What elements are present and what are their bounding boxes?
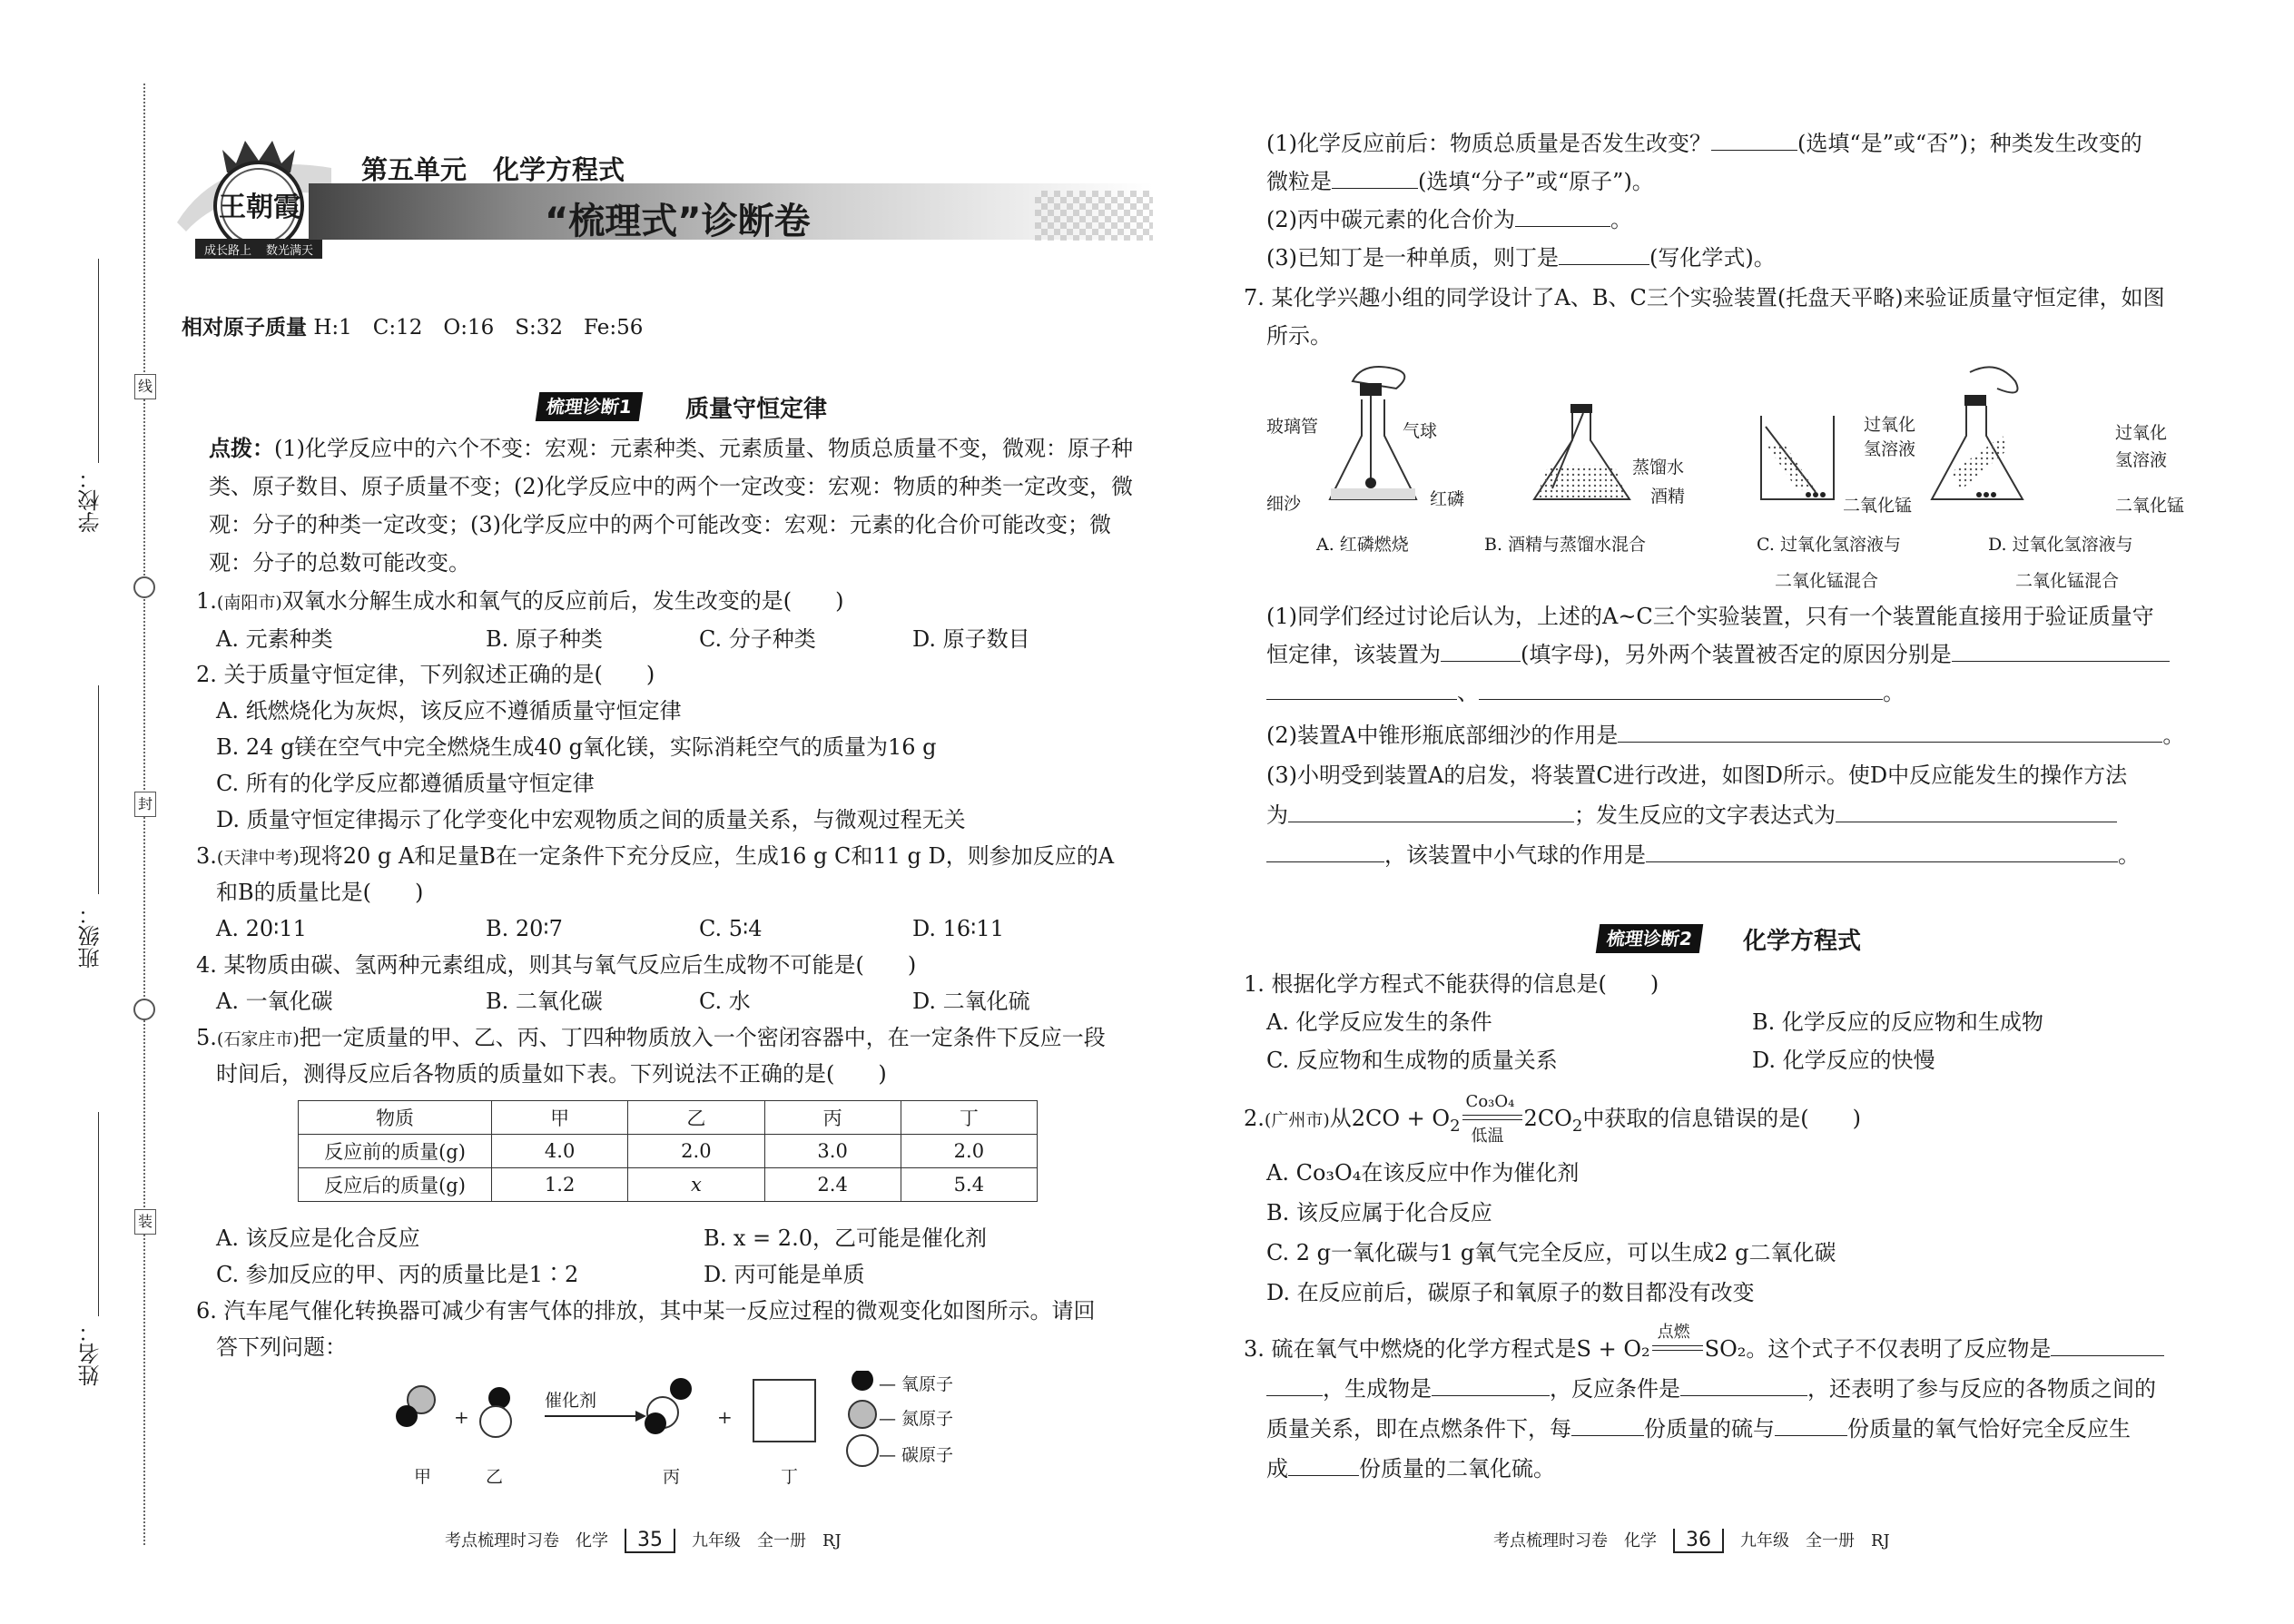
p3-line-1 [1244,1322,2164,1365]
q3-option-b[interactable]: B. 20∶7 [486,916,563,941]
q4-option-d[interactable]: D. 二氧化硫 [912,989,1030,1014]
fig-h2o2-d2: 氢溶液 [2115,450,2168,470]
q6-legend-carbon: — 碳原子 [879,1445,954,1465]
q6-sub1c-blank[interactable] [1332,168,1418,189]
p2-low-temp: 低温 [1471,1126,1504,1146]
q5-table [298,1100,1038,1202]
p3-text-4: 成 [1266,1456,1288,1481]
q6-stem-2: 答下列问题： [216,1334,347,1360]
name-label: 姓名： [78,1321,103,1386]
q2-option-b[interactable]: B. 24 g镁在空气中完全燃烧生成40 g氧化镁，实际消耗空气的质量为16 g [216,734,937,760]
q6-stem: 6. 汽车尾气催化转换器可减少有害气体的排放，其中某一反应过程的微观变化如图所示。请回 [196,1298,1096,1324]
footer-left [445,1528,842,1553]
footer-left-title: 考点梳理时习卷 化学 [445,1531,608,1550]
q6-sub2-text: (2)丙中碳元素的化合价为 [1266,207,1515,232]
q6-sub2-end: 。 [1610,207,1632,232]
q7-sub2 [1266,721,2184,750]
fig-sand: 细沙 [1266,494,1302,514]
q6-label-jia: 甲 [414,1467,432,1487]
p2-option-c[interactable]: C. 2 g一氧化碳与1 g氧气完全反应，可以生成2 g二氧化碳 [1266,1240,1836,1265]
q7-sub1b: 恒定律，该装置为 [1266,642,1441,667]
atomic-mass [182,313,643,342]
p3-line-2 [1266,1374,2156,1403]
q1-option-d[interactable]: D. 原子数目 [912,626,1030,652]
caption-a: A. 红磷燃烧 [1316,535,1409,555]
q3-stem-2: 和B的质量比是( ) [216,880,424,905]
binding-circle-icon [133,999,155,1020]
footer-right-title: 考点梳理时习卷 化学 [1493,1531,1657,1550]
q1-stem [196,586,843,617]
p3-text-2d: ，还表明了参与反应的各物质之间的 [1807,1376,2156,1402]
table-cell: 物质 [299,1101,492,1135]
page-number-left: 35 [625,1529,675,1553]
q6-catalyst-label: 催化剂 [545,1391,597,1411]
p2-option-b[interactable]: B. 该反应属于化合反应 [1266,1200,1492,1225]
q7-sub1-line2 [1266,640,2170,669]
q1-option-c[interactable]: C. 分子种类 [699,626,816,652]
q7-operation-blank[interactable] [1288,802,1574,822]
q2-option-d[interactable]: D. 质量守恒定律揭示了化学变化中宏观物质之间的质量关系，与微观过程无关 [216,807,966,832]
q2-stem: 2. 关于质量守恒定律，下列叙述正确的是( ) [196,662,655,687]
q6-label-ding: 丁 [781,1467,799,1487]
table-cell: 2.0 [901,1135,1037,1168]
p3-line-3 [1266,1414,2131,1443]
q6-sub1c-text: 微粒是 [1266,169,1332,194]
q1-option-b[interactable]: B. 原子种类 [486,626,603,652]
q6-sub1d-text: (选填“分子”或“原子”)。 [1418,169,1654,194]
binding-circle-icon [133,576,155,598]
section-title-2: 化学方程式 [1743,928,1862,955]
q2-option-c[interactable]: C. 所有的化学反应都遵循质量守恒定律 [216,771,595,796]
table-cell: 1.2 [492,1168,628,1202]
footer-right [1493,1528,1890,1553]
table-cell: 丙 [764,1101,901,1135]
fig-water: 蒸馏水 [1632,458,1685,477]
footer-right-grade: 九年级 全一册 RJ [1740,1531,1890,1550]
q5-option-d[interactable]: D. 丙可能是单质 [704,1262,865,1287]
logo-tag-2: 数光满天 [266,244,314,258]
fig-mno2-c: 二氧化锰 [1843,496,1913,516]
q7-stem-2: 所示。 [1266,323,1332,349]
q3-option-d[interactable]: D. 16∶11 [912,916,1004,941]
p2-option-a[interactable]: A. Co₃O₄在该反应中作为催化剂 [1266,1160,1580,1186]
q7-expression-blank[interactable] [1836,802,2117,822]
q7-sub3-line3 [1266,841,2140,870]
q2-option-a[interactable]: A. 纸燃烧化为灰烬，该反应不遵循质量守恒定律 [216,698,682,723]
q3-text: 现将20 g A和足量B在一定条件下充分反应，生成16 g C和11 g D，则参加反应的A [299,843,1115,869]
q5-source: (石家庄市) [216,1029,300,1049]
p3-condition-arrow [1650,1322,1705,1365]
p2-reactants: 从2CO + O [1329,1106,1451,1131]
p1-option-b[interactable]: B. 化学反应的反应物和生成物 [1752,1009,2043,1035]
fig-alcohol: 酒精 [1650,487,1686,507]
q7-expression-blank-2[interactable] [1266,842,1384,862]
p3-text-2b: ，生成物是 [1323,1376,1432,1402]
p3-reactant-blank-2[interactable] [1266,1375,1323,1396]
p3-equation: 3. 硫在氧气中燃烧的化学方程式是S + O₂ [1244,1336,1650,1362]
q6-legend-nitrogen: — 氮原子 [879,1409,954,1429]
q3-option-a[interactable]: A. 20∶11 [216,916,307,941]
q7-reason-blank-3[interactable] [1479,679,1883,700]
table-cell: 2.4 [764,1168,901,1202]
q4-option-c[interactable]: C. 水 [699,989,751,1014]
q4-stem: 4. 某物质由碳、氢两种元素组成，则其与氧气反应后生成物不可能是( ) [196,952,917,978]
p3-condition-blank[interactable] [1680,1375,1807,1396]
table-row [299,1168,1038,1202]
p3-text-3b: 份质量的硫与 [1644,1416,1775,1442]
table-cell: 反应前的质量(g) [299,1135,492,1168]
fig-glass-tube: 玻璃管 [1266,417,1319,437]
q6-sub1 [1266,129,2142,158]
name-field[interactable] [98,1112,99,1316]
q5-option-b[interactable]: B. x = 2.0，乙可能是催化剂 [704,1225,987,1251]
q1-num: 1. [196,588,217,614]
q3-option-c[interactable]: C. 5∶4 [699,916,763,941]
school-label: 学校： [78,468,103,533]
q7-sub2-blank[interactable] [1618,722,2162,743]
p2-subscript-2: 2 [1571,1116,1583,1136]
seal-char-zhuang: 装 [134,1209,156,1235]
class-field[interactable] [98,685,99,894]
q6-sub1-hint: (选填“是”或“否”)；种类发生改变的 [1797,131,2142,156]
tip-line-4: 观：分子的总数可能改变。 [209,550,470,576]
q7-balloon-blank[interactable] [1646,842,2118,862]
p3-text-4b: 份质量的二氧化硫。 [1359,1456,1555,1481]
p2-question: 中获取的信息错误的是( ) [1582,1106,1862,1131]
table-cell: 3.0 [764,1135,901,1168]
q6-sub1-text: (1)化学反应前后：物质总质量是否发生改变？ [1266,131,1711,156]
fig-h2o2-d1: 过氧化 [2115,423,2168,443]
caption-b: B. 酒精与蒸馏水混合 [1484,535,1647,555]
q6-sub3 [1266,243,1776,272]
tip-line-1 [209,434,1133,463]
q7-sub3: (3)小明受到装置A的启发，将装置C进行改进，如图D所示。使D中反应能发生的操作方法 [1266,763,2128,788]
p3-reactant-blank[interactable] [2051,1335,2164,1356]
p3-product-blank[interactable] [1432,1375,1550,1396]
p3-oxygen-blank[interactable] [1775,1415,1847,1436]
svg-text:+: + [454,1406,469,1428]
q1-option-a[interactable]: A. 元素种类 [216,626,333,652]
p2-catalyst: Co₃O₄ [1465,1091,1515,1111]
logo-tag-1: 成长路上 [204,244,252,258]
q7-sub1e: 。 [1883,680,1905,705]
tip-label: 点拨： [209,435,274,461]
section-badge-1: 梳理诊断1 [536,392,643,421]
page-number-right: 36 [1673,1529,1724,1553]
p2-condition-arrow [1461,1091,1524,1146]
q6-sub1-blank[interactable] [1711,130,1797,151]
table-cell: 丁 [901,1101,1037,1135]
q7-sub1-line3 [1266,678,1905,707]
q7-sub2-text: (2)装置A中锥形瓶底部细沙的作用是 [1266,723,1619,748]
p2-product: 2CO [1523,1106,1572,1131]
class-label: 班级： [78,903,103,969]
table-cell: 乙 [628,1101,764,1135]
fig-mno2-d: 二氧化锰 [2115,496,2185,516]
seal-char-feng: 封 [134,792,156,817]
q7-sub3c: ；发生反应的文字表达式为 [1574,802,1836,828]
q1-source: (南阳市) [216,593,282,613]
q3-source: (天津中考) [216,848,300,868]
header-checker [1035,191,1153,241]
caption-c1: C. 过氧化氢溶液与 [1757,535,1901,555]
tip-line-2: 类、原子数目、原子质量不变；(2)化学反应中的两个一定改变：宏观：物质的种类一定改变，微 [209,474,1133,499]
q5-text: 把一定质量的甲、乙、丙、丁四种物质放入一个密闭容器中，在一定条件下反应一段 [299,1025,1106,1050]
p1-option-d[interactable]: D. 化学反应的快慢 [1752,1048,1935,1073]
seal-char-xian: 线 [134,374,156,399]
page-title: “梳理式”诊断卷 [545,201,811,242]
atomic-mass-label: 相对原子质量 [182,316,307,340]
table-row [299,1135,1038,1168]
table-cell: 5.4 [901,1168,1037,1202]
p1-option-c[interactable]: C. 反应物和生成物的质量关系 [1266,1048,1558,1073]
q7-reason-blank[interactable] [1952,641,2170,662]
p3-text-3c: 份质量的氧气恰好完全反应生 [1847,1416,2131,1442]
q5-option-a[interactable]: A. 该反应是化合反应 [216,1225,420,1251]
atomic-mass-values: H:1 C:12 O:16 S:32 Fe:56 [313,316,644,340]
table-cell: 甲 [492,1101,628,1135]
school-field[interactable] [98,259,99,463]
fig-red-phosphorus: 红磷 [1430,489,1465,509]
q7-device-blank[interactable] [1441,641,1521,662]
fig-h2o2-c2: 氢溶液 [1864,439,1916,459]
q5-stem-2: 时间后，测得反应后各物质的质量如下表。下列说法不正确的是( ) [216,1061,887,1087]
q3-num: 3. [196,843,217,869]
p1-stem: 1. 根据化学方程式不能获得的信息是( ) [1244,971,1659,997]
caption-d2: 二氧化锰混合 [2015,571,2120,591]
p2-subscript: 2 [1450,1116,1461,1136]
q4-option-a[interactable]: A. 一氧化碳 [216,989,333,1014]
q4-option-b[interactable]: B. 二氧化碳 [486,989,603,1014]
p3-text-1b: SO₂。这个式子不仅表明了反应物是 [1704,1336,2052,1362]
q6-sub3-blank[interactable] [1559,244,1649,265]
q5-stem [196,1023,1106,1054]
q7-stem: 7. 某化学兴趣小组的同学设计了A、B、C三个实验装置(托盘天平略)来验证质量守恒定律，如图 [1244,285,2165,310]
table-cell: 4.0 [492,1135,628,1168]
q3-stem [196,842,1114,872]
q7-sub3b: 为 [1266,802,1288,828]
table-row [299,1101,1038,1135]
p2-num: 2. [1244,1106,1265,1131]
caption-c2: 二氧化锰混合 [1775,571,1879,591]
q6-label-yi: 乙 [486,1467,504,1487]
p3-line-4 [1266,1454,1555,1483]
svg-text:+: + [717,1406,733,1428]
p3-so2-blank[interactable] [1288,1455,1359,1476]
tip-text-1: (1)化学反应中的六个不变：宏观：元素种类、元素质量、物质总质量不变，微观：原子种 [274,436,1133,461]
q7-sub3d: ，该装置中小气球的作用是 [1384,842,1646,868]
unit-title: 第五单元 化学方程式 [361,154,625,185]
q6-label-bing: 丙 [663,1467,681,1487]
q7-sub2-end: 。 [2162,723,2185,748]
p1-option-a[interactable]: A. 化学反应发生的条件 [1266,1009,1492,1035]
fig-h2o2-c1: 过氧化 [1864,415,1916,435]
logo-name: 王朝霞 [219,192,300,223]
q6-sub3-text: (3)已知丁是一种单质，则丁是 [1266,245,1559,271]
section-title-1: 质量守恒定律 [685,396,828,423]
q1-text: 双氧水分解生成水和氧气的反应前后，发生改变的是( ) [281,588,844,614]
p2-stem [1244,1091,1862,1146]
section-badge-2: 梳理诊断2 [1596,924,1703,953]
p2-option-d[interactable]: D. 在反应前后，碳原子和氧原子的数目都没有改变 [1266,1280,1755,1305]
table-cell: 2.0 [628,1135,764,1168]
fig-balloon: 气球 [1403,421,1438,441]
q6-sub1-line2 [1266,167,1654,196]
p3-text-3: 质量关系，即在点燃条件下，每 [1266,1416,1571,1442]
table-cell: 反应后的质量(g) [299,1168,492,1202]
q7-sub1d: 、 [1457,680,1479,705]
q7-sub1: (1)同学们经过讨论后认为，上述的A~C三个实验装置，只有一个装置能直接用于验证质量守 [1266,604,2154,629]
p2-source: (广州市) [1264,1110,1330,1130]
q6-sub2 [1266,205,1632,234]
q7-sub3-line2 [1266,801,2117,830]
q6-legend-oxygen: — 氧原子 [879,1374,954,1394]
q6-sub3-hint: (写化学式)。 [1649,245,1776,271]
table-cell: x [628,1168,764,1202]
p3-ignite: 点燃 [1657,1322,1690,1342]
footer-left-grade: 九年级 全一册 RJ [692,1531,842,1550]
q7-sub1c: (填字母)，另外两个装置被否定的原因分别是 [1521,642,1952,667]
q6-sub2-blank[interactable] [1515,206,1610,227]
q5-option-c[interactable]: C. 参加反应的甲、丙的质量比是1∶2 [216,1262,579,1287]
tip-line-3: 观：分子的种类一定改变；(3)化学反应中的两个可能改变：宏观：元素的化合价可能改变；微 [209,512,1111,537]
caption-d1: D. 过氧化氢溶液与 [1988,535,2133,555]
q5-num: 5. [196,1025,217,1050]
q7-sub3e: 。 [2118,842,2140,868]
p3-text-2c: ，反应条件是 [1550,1376,1680,1402]
q7-reason-blank-2[interactable] [1266,679,1457,700]
p3-sulfur-blank[interactable] [1571,1415,1644,1436]
